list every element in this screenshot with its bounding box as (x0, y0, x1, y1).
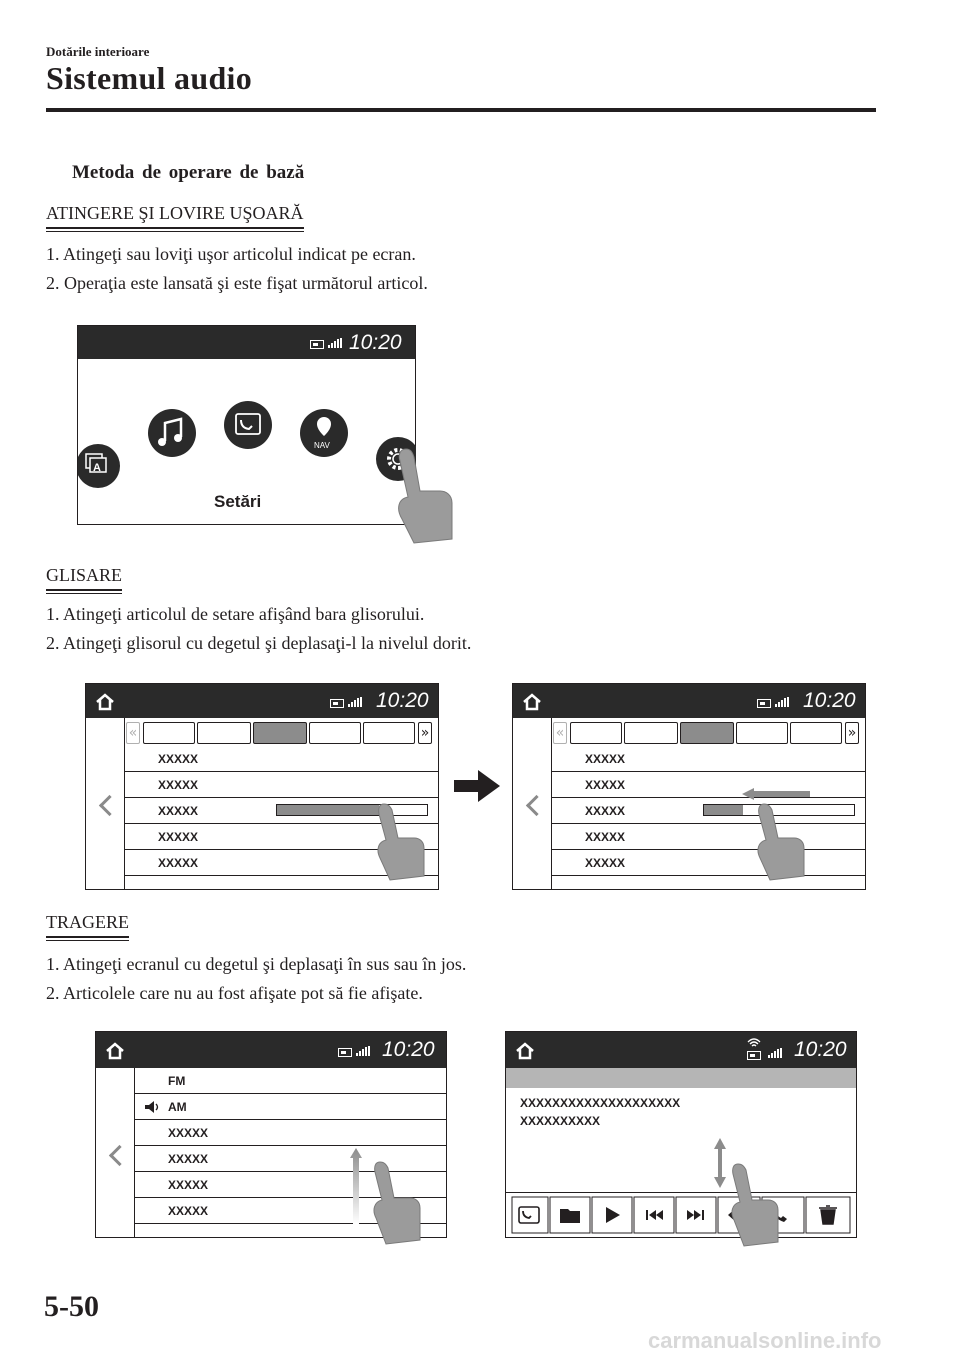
tab[interactable] (736, 722, 788, 744)
tab-next-button[interactable]: » (418, 722, 432, 744)
delete-button[interactable] (806, 1197, 850, 1233)
clock: 10:20 (382, 1038, 435, 1061)
back-column[interactable] (96, 1068, 135, 1237)
list-item[interactable]: XXXXX (124, 798, 438, 824)
tab[interactable] (309, 722, 361, 744)
previous-button[interactable] (634, 1197, 674, 1233)
drag-up-arrow-icon (349, 1146, 363, 1226)
folder-button[interactable] (550, 1197, 590, 1233)
heading-tap: ATINGERE ŞI LOVIRE UŞOARĂ (46, 203, 304, 229)
battery-icon (747, 1051, 761, 1060)
tab-next-button[interactable]: » (845, 722, 859, 744)
back-chevron-icon[interactable] (526, 795, 547, 816)
next-button[interactable] (676, 1197, 716, 1233)
tab-selected[interactable] (253, 722, 307, 744)
control-icons (506, 1193, 856, 1237)
list-item[interactable]: FM (134, 1068, 446, 1094)
signal-icon (328, 338, 342, 348)
home-icon[interactable] (514, 1041, 536, 1061)
list-item[interactable]: XXXXX (134, 1120, 446, 1146)
battery-icon (330, 699, 344, 708)
slider-fill (277, 805, 379, 815)
status-bar (78, 326, 415, 359)
list-item[interactable]: XXXXX (134, 1146, 446, 1172)
list-item[interactable]: XXXXX (134, 1172, 446, 1198)
list-item[interactable]: XXXXX (124, 824, 438, 850)
app-badge: A (93, 462, 101, 474)
home-icon[interactable] (104, 1041, 126, 1061)
list-item[interactable]: XXXXX (551, 850, 865, 876)
tab[interactable] (143, 722, 195, 744)
step-text: 1. Atingeţi sau loviţi uşor articolul indicat pe ecran. (46, 244, 416, 264)
back-column[interactable] (86, 718, 125, 889)
message-screen (505, 1031, 857, 1238)
status-bar (506, 1032, 856, 1068)
list-item[interactable]: XXXXX (551, 798, 865, 824)
message-line: XXXXXXXXXX (520, 1114, 601, 1128)
nav-badge: NAV (314, 441, 330, 450)
list-item[interactable]: XXXXX (551, 772, 865, 798)
message-header-band (506, 1068, 856, 1088)
step-text: 2. Operaţia este lansată şi este fişat următorul articol. (46, 273, 428, 293)
home-icon[interactable] (94, 692, 116, 712)
clock: 10:20 (803, 689, 856, 712)
clock: 10:20 (376, 689, 429, 712)
tab-prev-button[interactable]: « (553, 722, 567, 744)
list-item[interactable]: AM (134, 1094, 446, 1120)
applications-icon[interactable] (78, 444, 120, 488)
signal-icon (348, 697, 362, 707)
pointing-hand (752, 800, 812, 885)
home-screen (77, 325, 416, 525)
pointing-hand (726, 1160, 786, 1252)
play-button[interactable] (592, 1197, 632, 1233)
clock: 10:20 (794, 1038, 847, 1061)
tab-selected[interactable] (680, 722, 734, 744)
list-item[interactable]: XXXXX (124, 850, 438, 876)
pointing-hand (368, 1158, 428, 1250)
tab[interactable] (570, 722, 622, 744)
signal-icon (356, 1046, 370, 1056)
navigation-icon[interactable] (300, 409, 348, 457)
battery-icon (310, 340, 324, 349)
home-icon[interactable] (521, 692, 543, 712)
battery-icon (338, 1048, 352, 1057)
back-column[interactable] (513, 718, 552, 889)
list-item[interactable]: XXXXX (134, 1198, 446, 1224)
control-bar (506, 1192, 856, 1237)
heading-slide: GLISARE (46, 565, 122, 591)
step-text: 1. Atingeţi ecranul cu degetul şi deplasaţi în sus sau în jos. (46, 954, 467, 974)
back-chevron-icon[interactable] (109, 1145, 130, 1166)
status-bar (96, 1032, 446, 1068)
status-bar (86, 684, 438, 718)
clock: 10:20 (349, 331, 402, 354)
signal-icon (768, 1048, 782, 1058)
tab-strip (553, 722, 865, 744)
tab[interactable] (790, 722, 842, 744)
communication-button[interactable] (512, 1197, 548, 1233)
signal-icon (775, 697, 789, 707)
tab[interactable] (363, 722, 415, 744)
section-label: Dotările interioare (46, 44, 150, 59)
step-text: 2. Articolele care nu au fost afişate pot să fie afişate. (46, 983, 423, 1003)
settings-label: Setări (214, 492, 262, 511)
step-text: 2. Atingeţi glisorul cu degetul şi deplasaţi-l la nivelul dorit. (46, 633, 472, 653)
tab[interactable] (624, 722, 678, 744)
watermark: carmanualsonline.info (648, 1328, 882, 1353)
speaker-icon (144, 1100, 160, 1114)
message-line: XXXXXXXXXXXXXXXXXXXX (520, 1096, 681, 1110)
slide-screen-after (512, 683, 866, 890)
list-item[interactable]: XXXXX (124, 746, 438, 772)
page-title: Sistemul audio (46, 60, 253, 96)
pointing-hand (372, 800, 432, 885)
back-chevron-icon[interactable] (99, 795, 120, 816)
slider-fill (704, 805, 743, 815)
tab-strip (126, 722, 438, 744)
list-item[interactable]: XXXXX (124, 772, 438, 798)
tab-prev-button[interactable]: « (126, 722, 140, 744)
title-rule (46, 108, 876, 112)
arrow-right-icon (452, 766, 502, 806)
wifi-icon (746, 1036, 762, 1048)
status-bar (513, 684, 865, 718)
list-item[interactable]: XXXXX (551, 746, 865, 772)
communication-icon[interactable] (224, 401, 272, 449)
list-item[interactable]: XXXXX (551, 824, 865, 850)
tab[interactable] (197, 722, 251, 744)
page-number: 5-50 (44, 1290, 99, 1323)
subtitle: Metoda de operare de bază (72, 162, 305, 183)
pointing-hand (390, 443, 460, 548)
battery-icon (757, 699, 771, 708)
music-icon[interactable] (148, 409, 196, 457)
step-text: 1. Atingeţi articolul de setare afişând bara glisorului. (46, 604, 425, 624)
heading-drag: TRAGERE (46, 912, 129, 938)
